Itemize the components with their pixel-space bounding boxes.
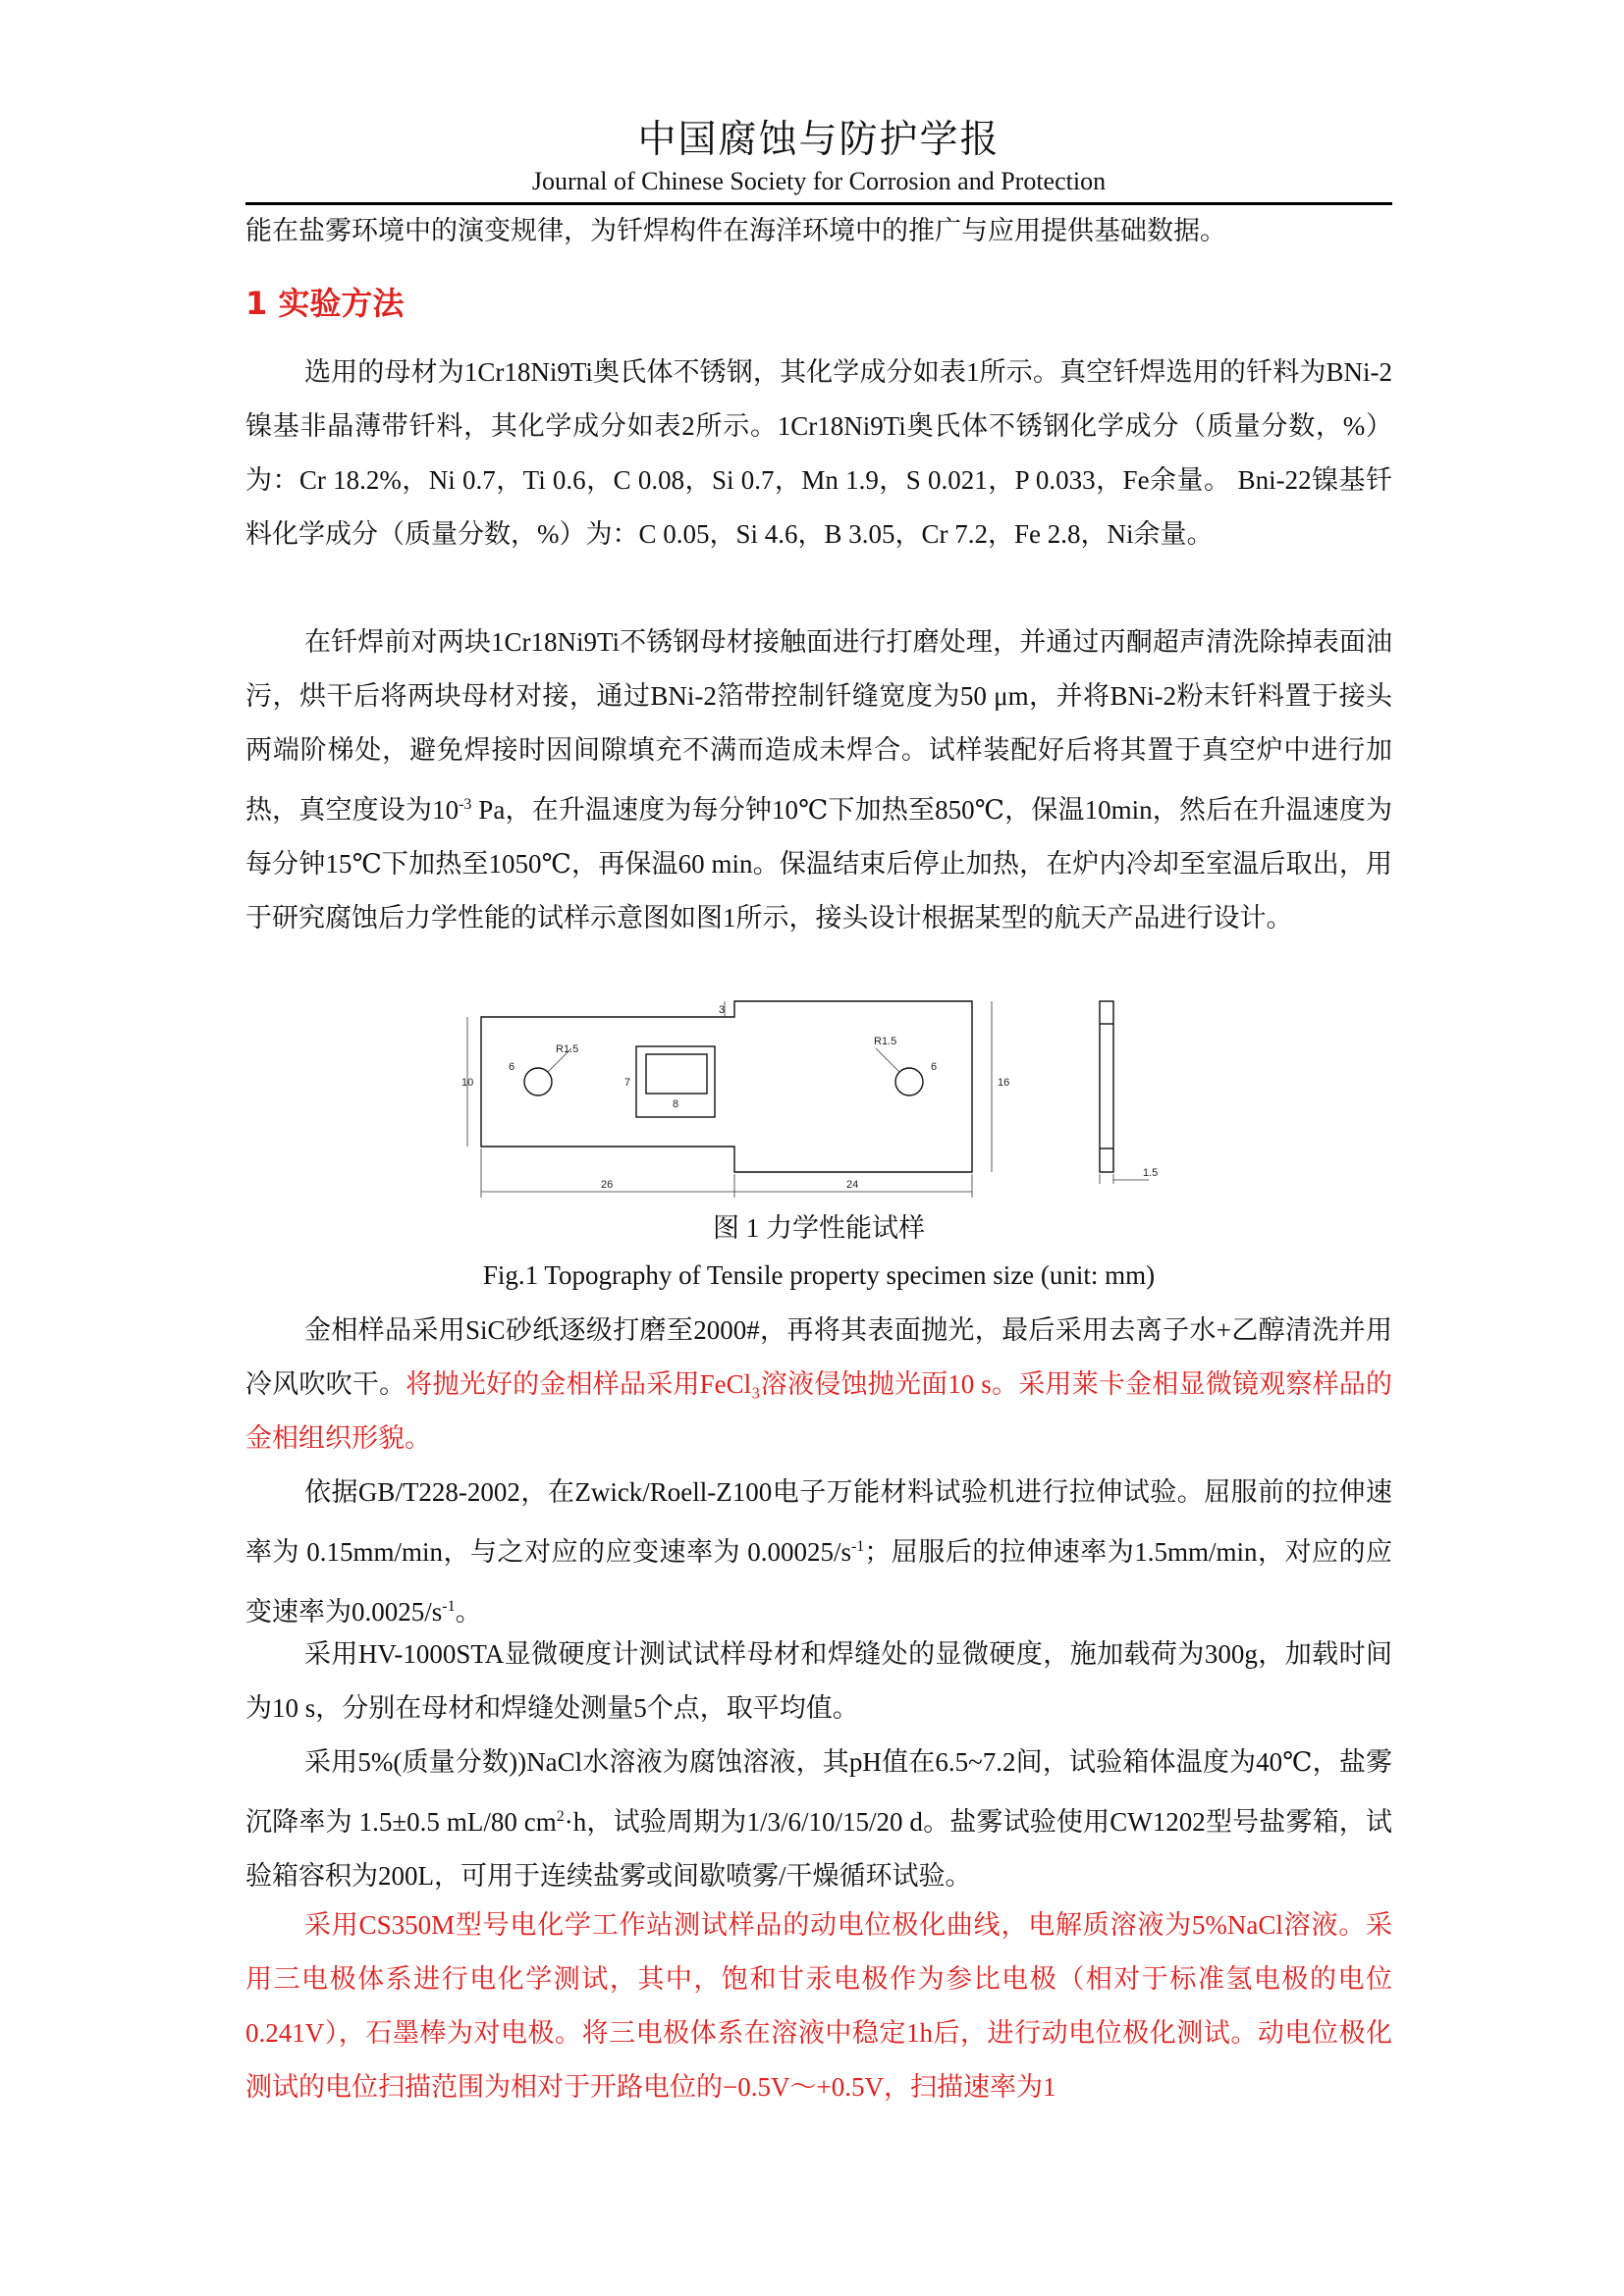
journal-title-en: Journal of Chinese Society for Corrosion and Protection [531, 167, 1107, 195]
section-heading: 1 实验方法 [245, 285, 405, 322]
paragraph-text: 。 [455, 1597, 482, 1627]
dim-3: 3 [719, 1004, 726, 1016]
pin-hole-right [895, 1068, 923, 1095]
specimen-outline [481, 1001, 972, 1172]
dim-10: 10 [461, 1077, 474, 1089]
paragraph-text: ；屈服后的拉伸速率为1.5mm/min，对应的应变速率为0.0025/s [245, 1537, 1393, 1627]
paragraph-hardness-test [245, 1628, 1392, 1735]
leader-r15-right [876, 1048, 899, 1072]
dim-1-5: 1.5 [1143, 1167, 1159, 1179]
superscript: -3 [459, 796, 472, 813]
paragraph-text: 采用HV-1000STA显微硬度计测试试样母材和焊缝处的显微硬度，施加载荷为300g，加载时间为10 s，分别在母材和焊缝处测量5个点，取平均值。 [245, 1639, 1392, 1723]
paragraph-text: Pa，在升温速度为每分钟10℃下加热至850℃，保温10min，然后在升温速度为每分钟15℃下加热至1050℃，再保温60 min。保温结束后停止加热，在炉内冷却至室温后取出，用于研究腐蚀后力学性能的试样示意图如图1所示，接头设计根据某型的航天产品进行设计。 [245, 795, 1392, 933]
dim-16: 16 [998, 1077, 1010, 1089]
paragraph-salt-spray [245, 1735, 1392, 1903]
paragraph-text: 依据GB/T228-2002，在Zwick/Roell-Z100电子万能材料试验机进行拉伸试验。屈服前的拉伸速率为 0.15mm/min，与之对应的应变速率为 0.00025/s [245, 1477, 1392, 1567]
journal-title-cn: 中国腐蚀与防护学报 [637, 119, 1001, 161]
intro-tail-paragraph: 能在盐雾环境中的演变规律，为钎焊构件在海洋环境中的推广与应用提供基础数据。 [245, 216, 1226, 245]
superscript: -1 [850, 1538, 865, 1555]
dim-6-right: 6 [931, 1061, 938, 1073]
figure-caption-cn: 图 1 力学性能试样 [713, 1213, 925, 1243]
paragraph-tensile-test [245, 1466, 1392, 1639]
paragraph-brazing-process [245, 615, 1392, 945]
paragraph-electrochemistry [245, 1898, 1392, 2114]
dim-6-left: 6 [509, 1061, 515, 1073]
paragraph-base-material [245, 346, 1392, 561]
dim-r15-right: R1.5 [874, 1036, 897, 1047]
superscript: 2 [556, 1808, 565, 1825]
journal-header [245, 116, 1392, 198]
window-inner-rect [646, 1054, 707, 1094]
dim-8: 8 [673, 1098, 679, 1110]
dim-24: 24 [846, 1179, 859, 1191]
pin-hole-left [524, 1068, 552, 1095]
paragraph-text: 在钎焊前对两块1Cr18Ni9Ti不锈钢母材接触面进行打磨处理，并通过丙酮超声清洗除掉表面油污，烘干后将两块母材对接，通过BNi-2箔带控制钎缝宽度为50 μm，并将BNi-2粉末钎料置于接头两端阶梯处，避免焊接时因间隙填充不满而造成未焊合。试样装配好后将其置于真空炉中进行加热，真空度设为10 [245, 627, 1392, 825]
dim-7: 7 [624, 1077, 631, 1089]
paragraph-text-highlighted: 将抛光好的金相样品采用FeCl₃溶液侵蚀抛光面10 s。采用莱卡金相显微镜观察样品的金相组织形貌。 [245, 1369, 1392, 1453]
superscript: -1 [442, 1598, 456, 1615]
paragraph-text-highlighted: 采用CS350M型号电化学工作站测试样品的动电位极化曲线，电解质溶液为5%NaCl溶液。采用三电极体系进行电化学测试，其中，饱和甘汞电极作为参比电极（相对于标准氢电极的电位0.241V），石墨棒为对电极。将三电极体系在溶液中稳定1h后，进行动电位极化测试。动电位极化测试的电位扫描范围为相对于开路电位的−0.5V～+0.5V，扫描速率为1 [245, 1910, 1392, 2102]
dim-r15-left: R1.5 [556, 1043, 579, 1055]
figure-caption-en: Fig.1 Topography of Tensile property specimen size (unit: mm) [482, 1260, 1156, 1290]
dim-26: 26 [601, 1179, 614, 1191]
paragraph-text: ·h，试验周期为1/3/6/10/15/20 d。盐雾试验使用CW1202型号盐雾箱，试验箱容积为200L，可用于连续盐雾或间歇喷雾/干燥循环试验。 [245, 1807, 1392, 1891]
paragraph-text: 采用5%(质量分数))NaCl水溶液为腐蚀溶液，其pH值在6.5~7.2间，试验箱体温度为40℃，盐雾沉降率为 1.5±0.5 mL/80 cm [245, 1747, 1393, 1837]
paragraph-text: 选用的母材为1Cr18Ni9Ti奥氏体不锈钢，其化学成分如表1所示。真空钎焊选用的钎料为BNi-2镍基非晶薄带钎料，其化学成分如表2所示。1Cr18Ni9Ti奥氏体不锈钢化学成分（质量分数，%）为：Cr 18.2%，Ni 0.7，Ti 0.6，C 0.08，Si 0.7，Mn 1.9，S 0.021，P 0.033，Fe余量。 Bni-22镍基钎料化学成分（质量分数，%）为：C 0.05，Si 4.6，B 3.05，Cr 7.2，Fe 2.8，Ni余量。 [245, 357, 1392, 549]
paragraph-text: 金相样品采用SiC砂纸逐级打磨至2000#，再将其表面抛光，最后采用去离子水+乙醇清洗并用冷风吹吹干。 [245, 1315, 1392, 1399]
side-view [1100, 1001, 1113, 1172]
specimen-drawing [461, 989, 1188, 1191]
paragraph-metallography [245, 1304, 1392, 1466]
